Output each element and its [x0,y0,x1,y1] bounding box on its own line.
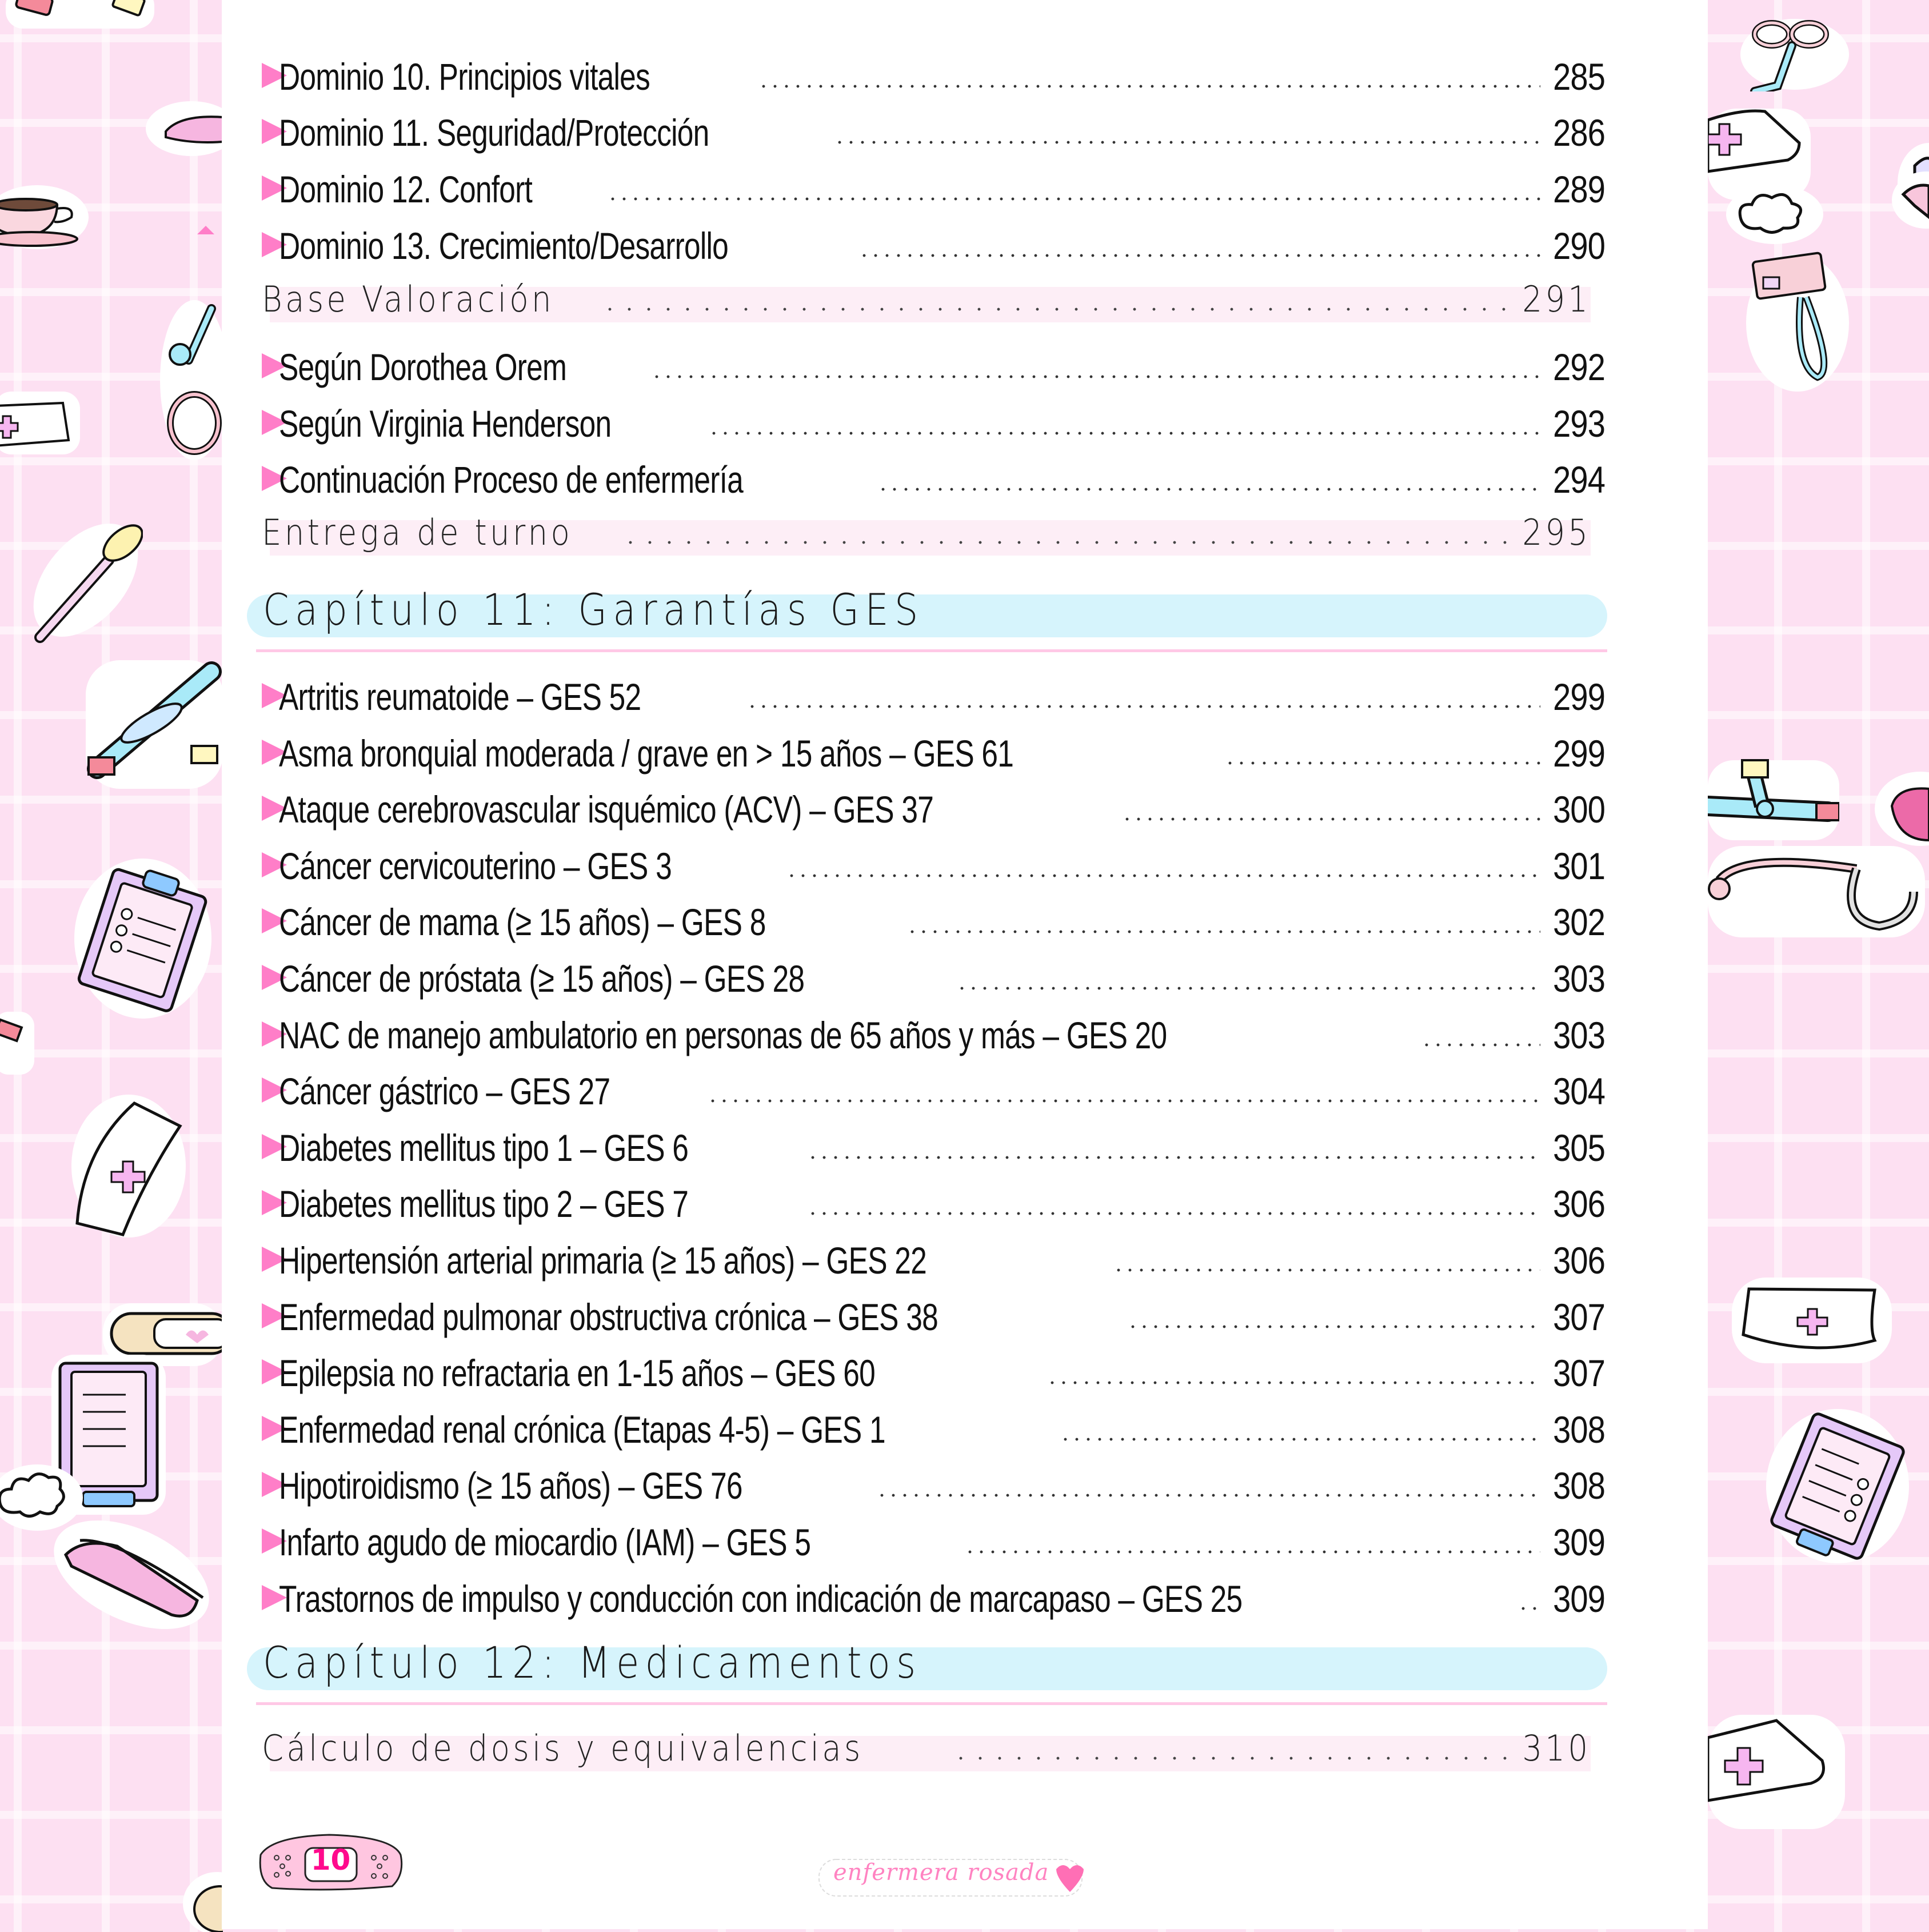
sneaker-icon [49,1515,214,1635]
dot-leader [964,1550,1540,1554]
nurse-cap-icon [0,389,80,457]
coffee-cup-icon [0,183,91,252]
page-number: 285 [1552,55,1605,98]
toc-entry-label[interactable]: Continuación Proceso de enfermería 294 [279,458,1605,501]
first-aid-kit-icon [1708,1715,1845,1829]
toc-entry-label[interactable]: Asma bronquial moderada / grave en > 15 años – GES 61 299 [279,732,1605,775]
toc-entry-label[interactable]: Epilepsia no refractaria en 1-15 años – GES 60 307 [279,1352,1605,1394]
toc-entry-label[interactable]: Diabetes mellitus tipo 1 – GES 6 305 [279,1127,1605,1169]
toc-entry-label[interactable]: Dominio 11. Seguridad/Protección 286 [279,111,1605,154]
toc-entry-label[interactable]: Dominio 12. Confort 289 [279,168,1605,210]
dot-leader [1127,1325,1540,1328]
toc-entry-label[interactable]: Infarto agudo de miocardio (IAM) – GES 5 309 [279,1521,1605,1563]
dot-leader [607,197,1540,201]
page-number: 292 [1552,346,1605,388]
page-number: 10 [310,1843,351,1877]
page-number: 302 [1552,901,1605,943]
iv-valve-icon [86,660,223,789]
dot-leader [1517,1607,1540,1610]
dot-leader [906,930,1540,933]
page-number: 293 [1552,402,1605,445]
bandage-icon [183,1869,223,1932]
iv-valve-icon [6,0,154,34]
toc-entry-label[interactable]: Cáncer de próstata (≥ 15 años) – GES 28 303 [279,957,1605,1000]
toc-section-calculo-de-dosis[interactable]: Cálculo de dosis y equivalencias 310 [262,1723,1591,1769]
dot-leader [758,85,1540,88]
toc-entry-label[interactable]: Artritis reumatoide – GES 52 299 [279,676,1605,718]
page-number: 305 [1552,1127,1605,1169]
toc-entry-label[interactable]: Cáncer cervicouterino – GES 3 301 [279,845,1605,887]
dot-leader [1224,761,1540,765]
iv-valve-icon [0,1012,34,1075]
page-number: 306 [1552,1183,1605,1225]
page-number: 306 [1552,1239,1605,1282]
dot-leader [1421,1043,1540,1047]
dot-leader [876,1494,1540,1497]
toc-page [222,0,1708,1929]
page-number: 300 [1552,788,1605,831]
page-number: 304 [1552,1070,1605,1112]
toc-entry-label[interactable]: Trastornos de impulso y conducción con indicación de marcapaso – GES 25 309 [279,1578,1605,1620]
page-number: 289 [1552,168,1605,210]
dot-leader [1047,1381,1540,1384]
toc-entry-label[interactable]: Hipertensión arterial primaria (≥ 15 años) – GES 22 306 [279,1239,1605,1282]
page-number: 291 [1522,278,1591,320]
dot-leader [707,1099,1540,1103]
chapter-12-heading[interactable] [247,1637,1607,1690]
heart-icon [194,223,220,240]
dot-leader [877,488,1540,491]
page-number: 309 [1552,1521,1605,1563]
dot-leader [708,432,1540,435]
chapter-title: Capítulo 12: Medicamentos [263,1637,922,1688]
dot-leader [1060,1438,1540,1441]
page-number: 299 [1552,732,1605,775]
page-number: 310 [1522,1727,1591,1769]
page-number: 295 [1522,512,1591,553]
dot-leader [651,375,1540,378]
page-number: 307 [1552,1352,1605,1394]
toc-section-base-valoracion[interactable]: Base Valoración 291 [262,274,1591,320]
toc-entry-label[interactable]: Dominio 10. Principios vitales 285 [279,55,1605,98]
page-number: 308 [1552,1408,1605,1451]
dot-leader [1121,817,1540,821]
dot-leader [746,705,1540,708]
dot-leader [834,141,1540,144]
dot-leader [786,874,1540,877]
dot-leader [807,1156,1540,1159]
page-number: 308 [1552,1464,1605,1507]
stethoscope-icon [154,297,223,463]
heart-organ-icon [1875,772,1929,846]
sneaker-icon [146,97,223,160]
page-number: 294 [1552,458,1605,501]
dot-leader [621,541,1507,544]
toc-entry-label[interactable]: Según Dorothea Orem 292 [279,346,1605,388]
toc-entry-label[interactable]: Cáncer de mama (≥ 15 años) – GES 8 302 [279,901,1605,943]
toc-entry-label[interactable]: Hipotiroidismo (≥ 15 años) – GES 76 308 [279,1464,1605,1507]
toc-section-entrega-de-turno[interactable]: Entrega de turno 295 [262,508,1591,553]
toc-entry-label[interactable]: Dominio 13. Crecimiento/Desarrollo 290 [279,225,1605,267]
dot-leader [951,1757,1507,1760]
page-number-badge [255,1832,406,1892]
dot-leader [956,987,1540,990]
toc-entry-label[interactable]: Según Virginia Henderson 293 [279,402,1605,445]
thermometer-icon [23,514,143,646]
toc-entry-label[interactable]: NAC de manejo ambulatorio en personas de 65 años y más – GES 20 303 [279,1014,1605,1056]
page-number: 301 [1552,845,1605,887]
page-number: 286 [1552,111,1605,154]
toc-entry-label[interactable]: Cáncer gástrico – GES 27 304 [279,1070,1605,1112]
toc-entry-label[interactable]: Enfermedad renal crónica (Etapas 4-5) – GES 1 308 [279,1408,1605,1451]
page-number: 290 [1552,225,1605,267]
chapter-11-heading[interactable] [247,584,1607,637]
nurse-cap-icon [66,1092,191,1240]
page-number: 303 [1552,957,1605,1000]
chapter-divider [256,649,1607,652]
chapter-title: Capítulo 11: Garantías GES [263,584,924,635]
page-number: 307 [1552,1296,1605,1338]
toc-entry-label[interactable]: Enfermedad pulmonar obstructiva crónica – GES 38 307 [279,1296,1605,1338]
dot-leader [1113,1268,1540,1272]
toc-entry-label[interactable]: Diabetes mellitus tipo 2 – GES 7 306 [279,1183,1605,1225]
chapter-divider [256,1702,1607,1705]
dot-leader [858,254,1540,257]
nurse-cap-icon [1892,171,1929,229]
page-number: 299 [1552,676,1605,718]
dot-leader [807,1212,1540,1215]
toc-entry-label[interactable]: Ataque cerebrovascular isquémico (ACV) – GES 37 300 [279,788,1605,831]
clipboard-icon [71,857,214,1020]
dot-leader [600,308,1507,311]
page-number: 303 [1552,1014,1605,1056]
brand-logo: enfermera rosada [816,1855,1091,1901]
page-number: 309 [1552,1578,1605,1620]
